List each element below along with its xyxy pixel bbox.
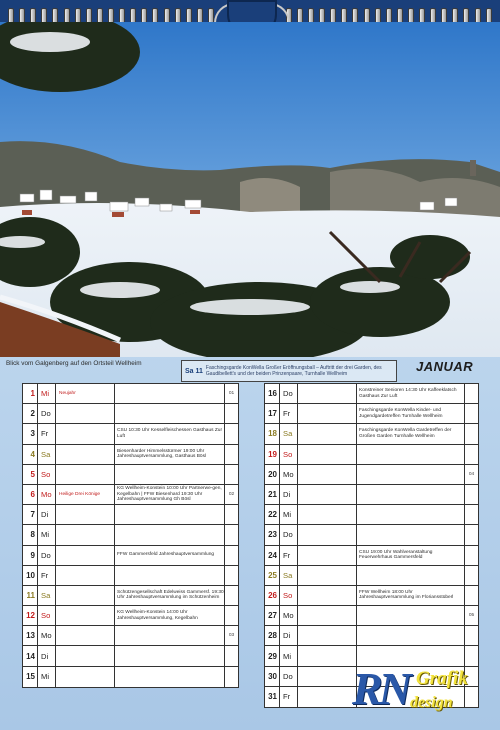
day-row [265,505,478,525]
day-number: 1 [23,384,38,403]
event-entry [115,465,225,484]
holiday-label [298,505,357,524]
week-number: 03 [228,633,235,639]
event-entry: KG Wellheim-Konstein 14:00 Uhr Jahreshauptversammlung, Kegelbahn [115,606,225,625]
weekday-label: Mo [38,485,56,504]
weekday-label: Fr [280,687,298,707]
day-row [23,586,238,606]
weekday-label: Mo [280,465,298,484]
holiday-label [298,384,357,403]
day-number: 6 [23,485,38,504]
holiday-label [298,546,357,565]
event-entry: Biesenharder Himmelsstürmer 19:00 Uhr Jahreshauptversammlung, Gasthaus Bösl [115,445,225,464]
weekday-label: Mi [280,646,298,665]
day-row [23,404,238,424]
event-entry [115,505,225,524]
weekday-label: Mo [280,606,298,625]
day-row [23,566,238,586]
day-row [265,485,478,505]
day-row [265,465,478,485]
day-row [23,424,238,444]
holiday-label [298,465,357,484]
day-number: 2 [23,404,38,423]
week-number: 02 [228,492,235,498]
calendar-grid-left [22,383,239,688]
event-entry [357,626,465,645]
holiday-label [56,525,115,544]
day-number: 29 [265,646,280,665]
weekday-label: Mi [280,505,298,524]
event-entry: Schützengesellschaft Edelweiss Gammersf. 19:30 Uhr Jahreshauptversammlung im Schützenheim [115,586,225,605]
day-number: 19 [265,445,280,464]
event-entry [357,485,465,504]
week-number [225,424,238,443]
day-number: 16 [265,384,280,403]
month-title: JANUAR [416,359,474,374]
day-row [23,646,238,666]
day-number: 24 [265,546,280,565]
week-number [225,525,238,544]
day-number: 28 [265,626,280,645]
holiday-label [56,667,115,687]
week-number [225,546,238,565]
holiday-label [56,424,115,443]
week-number: 01 [228,391,235,397]
week-number [465,525,478,544]
day-row [23,384,238,404]
day-row [265,525,478,545]
weekday-label: Do [38,404,56,423]
day-row [23,626,238,646]
weekday-label: Di [38,646,56,665]
weekday-label: Mo [38,626,56,645]
week-number [225,667,238,687]
day-number: 30 [265,667,280,686]
day-row [265,404,478,424]
day-row [23,606,238,626]
holiday-label [56,586,115,605]
weekday-label: Sa [38,586,56,605]
weekday-label: Do [280,525,298,544]
weekday-label: Sa [38,445,56,464]
event-entry [115,384,225,403]
calendar-grid-right [264,383,479,708]
holiday-label [56,445,115,464]
weekday-label: So [38,465,56,484]
week-number [465,626,478,645]
weekday-label: Mi [38,384,56,403]
logo-word-design: design [410,694,453,711]
day-row [265,626,478,646]
week-number [225,606,238,625]
day-row [265,424,478,444]
day-row [23,546,238,566]
event-entry [357,505,465,524]
event-entry [115,525,225,544]
event-entry [357,606,465,625]
holiday-label [56,404,115,423]
weekday-label: Do [280,384,298,403]
holiday-label [56,546,115,565]
holiday-label [298,687,357,707]
holiday-label [56,606,115,625]
featured-event-text: Faschingsgarde KonWella Großer Eröffnungsball – Auftritt der drei Garden, des Gaudibellett's und der beiden Prinzenpaare, Turnhalle Wellheim [205,365,382,377]
day-number: 11 [23,586,38,605]
holiday-label: Heilige Drei Könige [56,485,115,504]
event-entry [357,465,465,484]
featured-event-box [181,360,397,382]
week-number [465,445,478,464]
holiday-label [298,424,357,443]
holiday-label [298,485,357,504]
week-number [465,586,478,605]
featured-event-day: Sa 11 [185,367,203,375]
day-number: 17 [265,404,280,423]
weekday-label: Di [280,485,298,504]
day-row [23,485,238,505]
week-number [465,384,478,403]
weekday-label: Sa [280,566,298,585]
weekday-label: So [38,606,56,625]
day-row [23,667,238,687]
holiday-label [298,566,357,585]
holiday-label [298,525,357,544]
day-number: 7 [23,505,38,524]
rn-grafik-design-logo [352,662,497,728]
weekday-label: Fr [38,566,56,585]
day-row [265,606,478,626]
weekday-label: So [280,445,298,464]
day-number: 21 [265,485,280,504]
photo-caption: Blick vom Galgenberg auf den Ortsteil Wellheim [6,360,142,367]
day-row [23,525,238,545]
day-number: 12 [23,606,38,625]
holiday-label [56,646,115,665]
day-row [265,445,478,465]
day-number: 31 [265,687,280,707]
weekday-label: Fr [280,546,298,565]
holiday-label [298,626,357,645]
weekday-label: Fr [38,424,56,443]
event-entry: CSU 10:30 Uhr Kesselfleischessen Gasthaus Zur Luft [115,424,225,443]
week-number [465,546,478,565]
day-number: 10 [23,566,38,585]
week-number [465,505,478,524]
week-number: 05 [468,613,475,619]
day-row [23,465,238,485]
day-row [265,566,478,586]
event-entry: CSU 19:00 Uhr Wahlveranstaltung Feuerwehrhaus Gammersfeld [357,546,465,565]
week-number [465,404,478,423]
holiday-label [298,586,357,605]
logo-word-grafik: Grafik [416,668,468,689]
event-entry: FFW Wellheim 18:00 Uhr Jahreshauptversammlung im Floriansstüberl [357,586,465,605]
day-number: 20 [265,465,280,484]
week-number [225,586,238,605]
event-entry: Konstreiner Senioren 14:30 Uhr Kaffeeklatsch Gasthaus Zur Luft [357,384,465,403]
day-number: 5 [23,465,38,484]
week-number [225,505,238,524]
holiday-label [56,626,115,645]
week-number [225,566,238,585]
holiday-label [298,445,357,464]
logo-initials: RN [352,663,408,714]
day-number: 26 [265,586,280,605]
event-entry: FFW Gammersfeld Jahreshauptversammlung [115,546,225,565]
day-row [265,586,478,606]
event-entry [357,566,465,585]
day-number: 8 [23,525,38,544]
holiday-label: Neujahr [56,384,115,403]
event-entry: KG Wellheim-Konstein 10:00 Uhr Partnerwe-gen, Kegelbahn | FFW Biesenhard 19:30 Uhr Jahreshauptversammlung Gh Bösl [115,485,225,504]
event-entry: Faschingsgarde KonWella Gardetreffen der Großen Garden Turnhalle Wellheim [357,424,465,443]
day-number: 15 [23,667,38,687]
weekday-label: So [280,586,298,605]
day-number: 18 [265,424,280,443]
event-entry [115,566,225,585]
weekday-label: Di [38,505,56,524]
day-number: 9 [23,546,38,565]
winter-landscape-photo [0,22,500,357]
week-number [465,566,478,585]
week-number [225,465,238,484]
day-row [23,445,238,465]
day-number: 3 [23,424,38,443]
weekday-label: Di [280,626,298,645]
day-row [265,546,478,566]
day-number: 14 [23,646,38,665]
holiday-label [56,566,115,585]
day-number: 25 [265,566,280,585]
weekday-label: Sa [280,424,298,443]
day-row [23,505,238,525]
caption-bar [0,357,500,383]
weekday-label: Mi [38,667,56,687]
weekday-label: Fr [280,404,298,423]
event-entry [115,646,225,665]
day-number: 4 [23,445,38,464]
day-row [265,384,478,404]
week-number [465,424,478,443]
event-entry: Faschingsgarde KonWella Kinder- und Jugendgardetreffen Turnhalle Wellheim [357,404,465,423]
week-number [225,445,238,464]
holiday-label [56,505,115,524]
event-entry [115,667,225,687]
day-number: 13 [23,626,38,645]
holiday-label [298,606,357,625]
event-entry [115,404,225,423]
event-entry [115,626,225,645]
weekday-label: Do [280,667,298,686]
day-number: 23 [265,525,280,544]
event-entry [357,525,465,544]
week-number: 04 [468,471,475,477]
day-number: 27 [265,606,280,625]
weekday-label: Do [38,546,56,565]
week-number [225,404,238,423]
holiday-label [298,404,357,423]
event-entry [357,445,465,464]
week-number [465,485,478,504]
week-number [225,646,238,665]
holiday-label [56,465,115,484]
holiday-label [298,646,357,665]
day-number: 22 [265,505,280,524]
holiday-label [298,667,357,686]
weekday-label: Mi [38,525,56,544]
